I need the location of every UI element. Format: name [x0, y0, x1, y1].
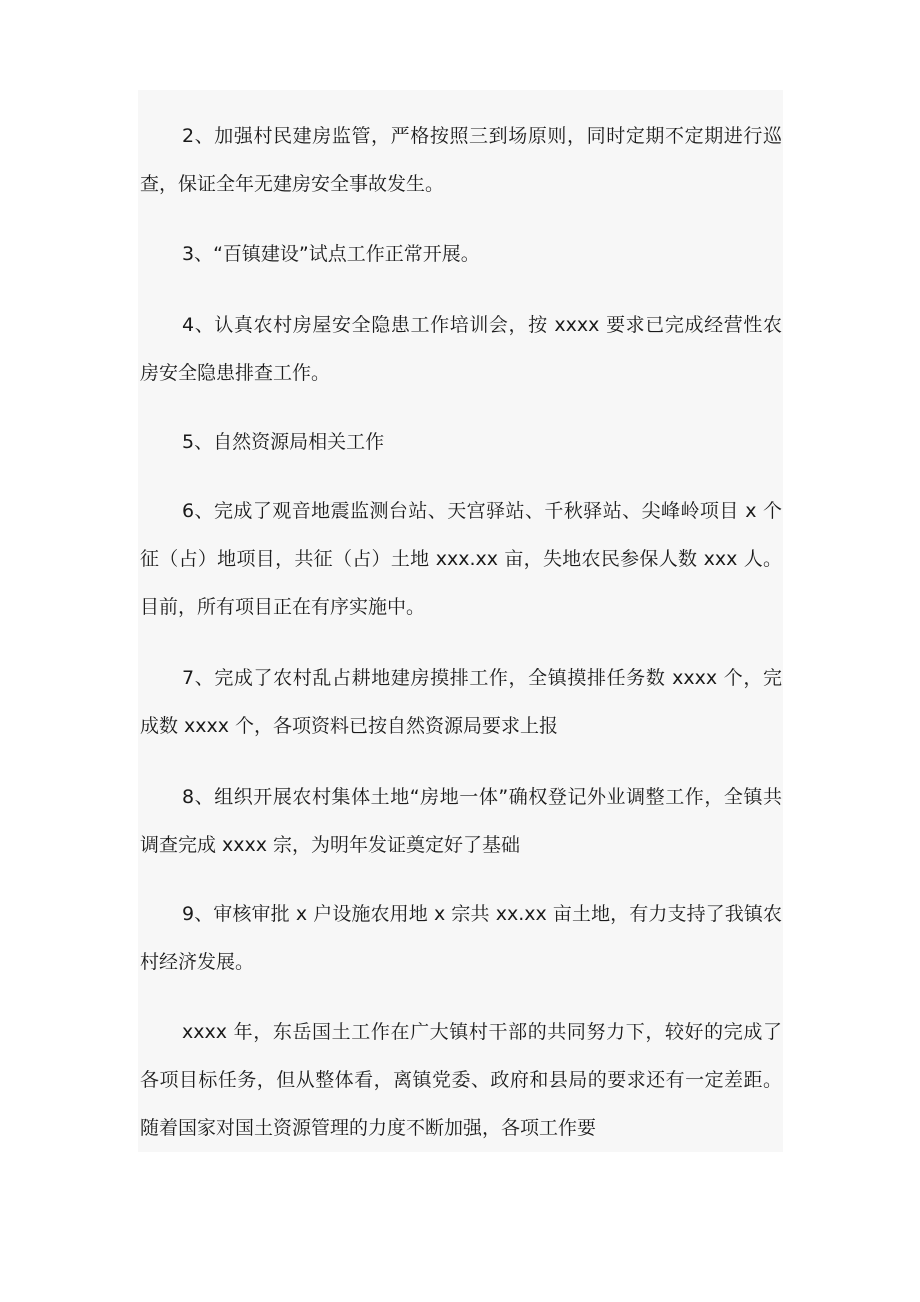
- paragraph-6: 6、完成了观音地震监测台站、天宫驿站、千秋驿站、尖峰岭项目 x 个征（占）地项目，共征（占）土地 xxx.xx 亩，失地农民参保人数 xxx 人。目前，所有项目正在有序实施中。: [140, 500, 782, 618]
- paragraph-9: 9、审核审批 x 户设施农用地 x 宗共 xx.xx 亩土地，有力支持了我镇农村经济发展。: [140, 903, 782, 973]
- paragraph-8: 8、组织开展农村集体土地“房地一体”确权登记外业调整工作，全镇共调查完成 xxxx 宗，为明年发证奠定好了基础: [140, 786, 782, 856]
- paragraph-5: 5、自然资源局相关工作: [182, 431, 385, 453]
- paragraph-4: 4、认真农村房屋安全隐患工作培训会，按 xxxx 要求已完成经营性农房安全隐患排查工作。: [140, 314, 782, 384]
- paragraph-summary: xxxx 年，东岳国土工作在广大镇村干部的共同努力下，较好的完成了各项目标任务，但从整体看，离镇党委、政府和县局的要求还有一定差距。随着国家对国土资源管理的力度不断加强，各项工作要: [140, 1021, 782, 1139]
- paragraph-7: 7、完成了农村乱占耕地建房摸排工作，全镇摸排任务数 xxxx 个，完成数 xxxx 个，各项资料已按自然资源局要求上报: [140, 667, 782, 737]
- paragraph-3: 3、“百镇建设”试点工作正常开展。: [182, 243, 480, 265]
- paragraph-2: 2、加强村民建房监管，严格按照三到场原则，同时定期不定期进行巡查，保证全年无建房安全事故发生。: [140, 125, 782, 195]
